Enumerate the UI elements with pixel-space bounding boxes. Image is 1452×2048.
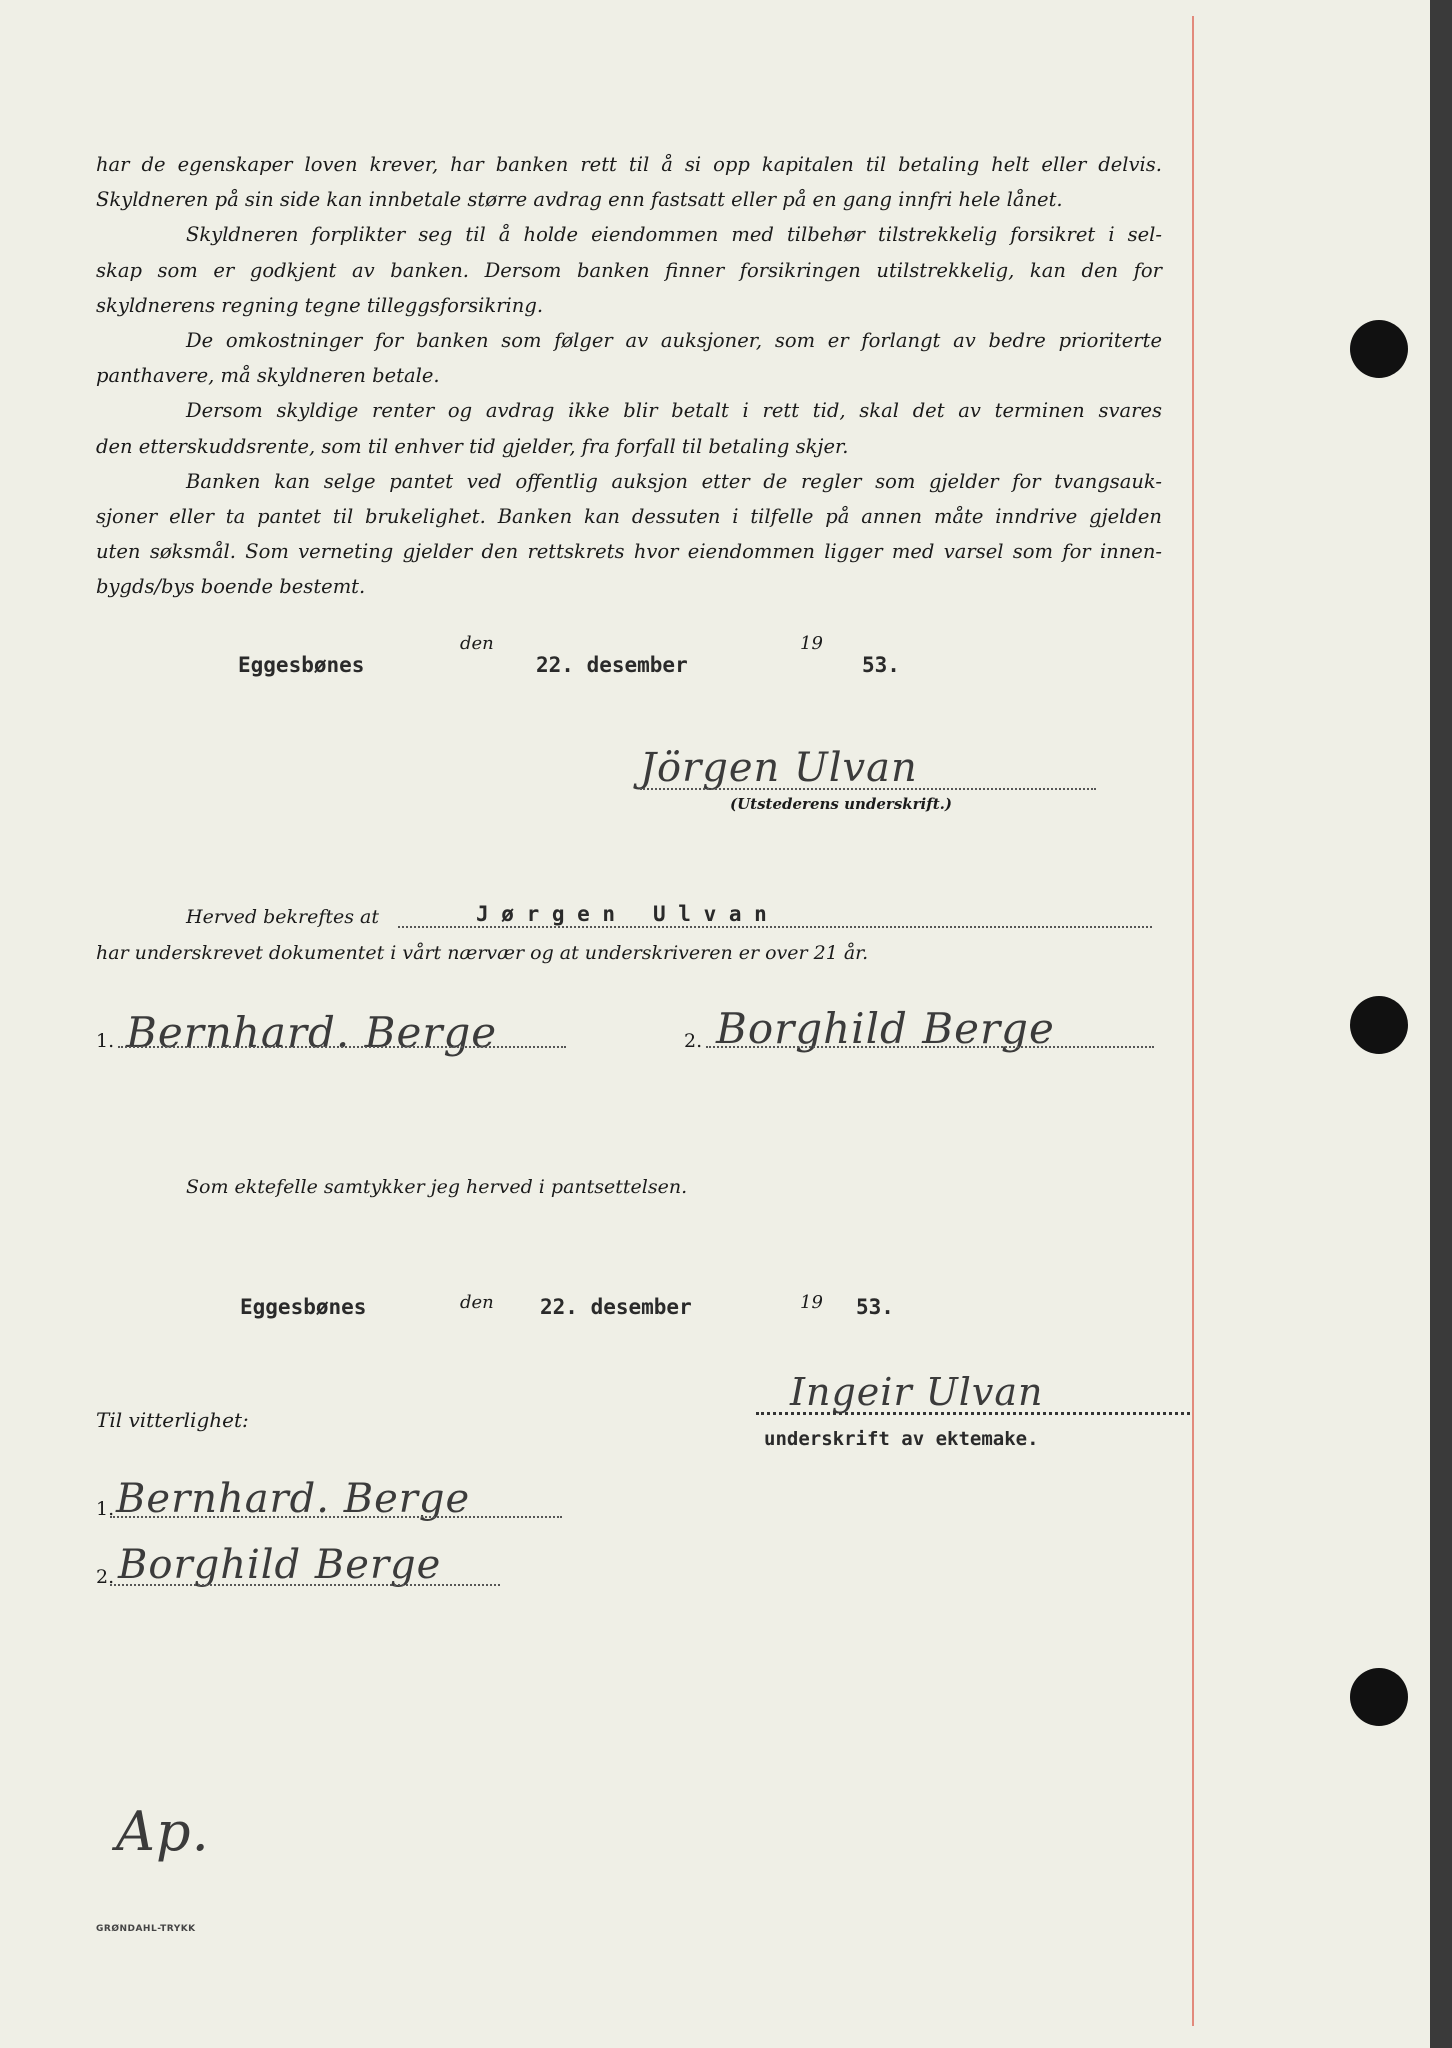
paragraph-line: skap som er godkjent av banken. Dersom banken finner forsikringen utilstrekkelig, kan den for bbox=[96, 258, 1162, 282]
paragraph-line: uten søksmål. Som verneting gjelder den rettskrets hvor eiendommen ligger med varsel som for innen- bbox=[96, 540, 1162, 564]
date-value: 22. desember bbox=[536, 653, 688, 677]
paragraph-line: panthavere, må skyldneren betale. bbox=[96, 364, 440, 388]
paragraph-line: De omkostninger for banken som følger av auksjoner, som er forlangt av bedre prioriterte bbox=[186, 329, 1162, 353]
paragraph-line: den etterskuddsrente, som til enhver tid gjelder, fra forfall til betaling skjer. bbox=[96, 434, 849, 458]
witness-2-signature: Borghild Berge bbox=[716, 1004, 1055, 1053]
witness-1-number: 1. bbox=[96, 1030, 115, 1052]
confirm-text: har underskrevet dokumentet i vårt nærvær og at underskriveren er over 21 år. bbox=[96, 942, 869, 964]
vitterlighet-2-number: 2. bbox=[96, 1566, 115, 1588]
paragraph-line: bygds/bys boende bestemt. bbox=[96, 575, 366, 599]
paragraph-line: skyldnerens regning tegne tilleggsforsikring. bbox=[96, 293, 544, 317]
date-value: 22. desember bbox=[540, 1295, 692, 1319]
witness-2-line bbox=[706, 1046, 1154, 1048]
vitterlighet-label: Til vitterlighet: bbox=[96, 1408, 249, 1432]
den-label: den bbox=[460, 1292, 494, 1313]
vitterlighet-1-signature: Bernhard. Berge bbox=[116, 1476, 471, 1522]
witness-1-signature: Bernhard. Berge bbox=[126, 1008, 498, 1057]
spouse-consent-text: Som ektefelle samtykker jeg herved i pantsettelsen. bbox=[186, 1176, 688, 1198]
spouse-signature-line bbox=[756, 1412, 1190, 1415]
vitterlighet-1-line bbox=[110, 1516, 562, 1518]
paragraph-line: Skyldneren forplikter seg til å holde eiendommen med tilbehør tilstrekkelig forsikret i sel- bbox=[186, 223, 1162, 247]
paragraph-line: Dersom skyldige renter og avdrag ikke blir betalt i rett tid, skal det av terminen svares bbox=[186, 399, 1162, 423]
witness-2-number: 2. bbox=[684, 1030, 703, 1052]
century-label: 19 bbox=[800, 1292, 823, 1313]
century-label: 19 bbox=[800, 633, 823, 654]
handwritten-initials: Ap. bbox=[116, 1800, 210, 1863]
punch-hole-middle bbox=[1350, 996, 1408, 1054]
vitterlighet-2-line bbox=[110, 1584, 500, 1586]
den-label: den bbox=[460, 633, 494, 654]
punch-hole-bottom bbox=[1350, 1668, 1408, 1726]
place-name: Eggesbønes bbox=[238, 653, 365, 677]
paragraph-line: Banken kan selge pantet ved offentlig auksjon etter de regler som gjelder for tvangsauk- bbox=[186, 469, 1162, 493]
issuer-signature-line bbox=[640, 788, 1096, 790]
punch-hole-top bbox=[1350, 320, 1408, 378]
spouse-signature-caption: underskrift av ektemake. bbox=[764, 1428, 1039, 1450]
year-value: 53. bbox=[862, 653, 900, 677]
issuer-signature-caption: (Utstederens underskrift.) bbox=[730, 795, 952, 813]
vitterlighet-2-signature: Borghild Berge bbox=[118, 1542, 442, 1588]
spouse-signature: Ingeir Ulvan bbox=[790, 1370, 1044, 1414]
printer-mark: GRØNDAHL-TRYKK bbox=[96, 1924, 196, 1934]
witness-1-line bbox=[118, 1046, 566, 1048]
margin-line bbox=[1192, 16, 1194, 2026]
terms-paragraph-block bbox=[96, 147, 1162, 605]
year-value: 53. bbox=[856, 1295, 894, 1319]
confirm-name: J ø r g e n U l v a n bbox=[476, 902, 767, 926]
issuer-signature: Jörgen Ulvan bbox=[640, 745, 918, 791]
confirm-name-line bbox=[398, 926, 1152, 928]
paragraph-line: sjoner eller ta pantet til brukelighet. Banken kan dessuten i tilfelle på annen måte inndrive gjelden bbox=[96, 505, 1162, 529]
place-name: Eggesbønes bbox=[240, 1295, 367, 1319]
confirm-label: Herved bekreftes at bbox=[186, 906, 379, 928]
vitterlighet-1-number: 1. bbox=[96, 1498, 115, 1520]
paragraph-line: har de egenskaper loven krever, har banken rett til å si opp kapitalen til betaling helt eller delvis. bbox=[96, 153, 1162, 176]
paragraph-line: Skyldneren på sin side kan innbetale større avdrag enn fastsatt eller på en gang innfri hele lånet. bbox=[96, 188, 1063, 212]
